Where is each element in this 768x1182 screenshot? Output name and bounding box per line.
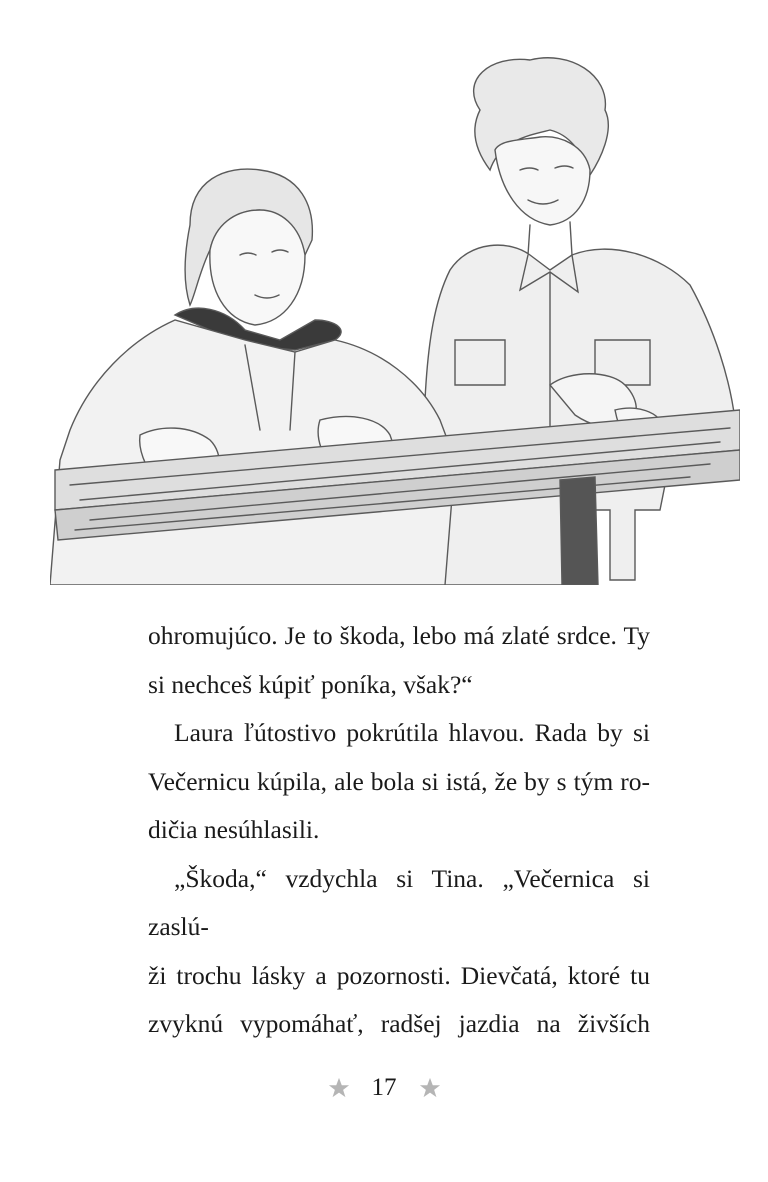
text-line: dičia nesúhlasili. <box>148 815 320 844</box>
star-icon <box>419 1077 441 1099</box>
page-number: 17 <box>371 1074 397 1101</box>
text-line: ži trochu lásky a pozornosti. Dievčatá, ktoré tu <box>148 960 650 990</box>
text-line: ohromujúco. Je to škoda, lebo má zlaté srdce. Ty <box>148 621 650 650</box>
paragraph <box>148 709 650 855</box>
star-icon <box>328 1077 350 1099</box>
girl-and-woman-at-fence-illustration <box>50 40 740 585</box>
paragraph <box>148 612 650 709</box>
text-line: Večernicu kúpila, ale bola si istá, že by s tým ro- <box>148 766 650 796</box>
paragraph <box>148 855 650 1049</box>
text-line: zvyknú vypomáhať, radšej jazdia na živších <box>148 1009 650 1038</box>
body-text <box>148 612 650 1049</box>
page-footer <box>0 1068 768 1108</box>
text-line: „Škoda,“ vzdychla si Tina. „Večernica si zaslú- <box>148 863 650 941</box>
text-line: Laura ľútostivo pokrútila hlavou. Rada by si <box>174 718 650 747</box>
text-line: si nechceš kúpiť poníka, však?“ <box>148 669 473 699</box>
